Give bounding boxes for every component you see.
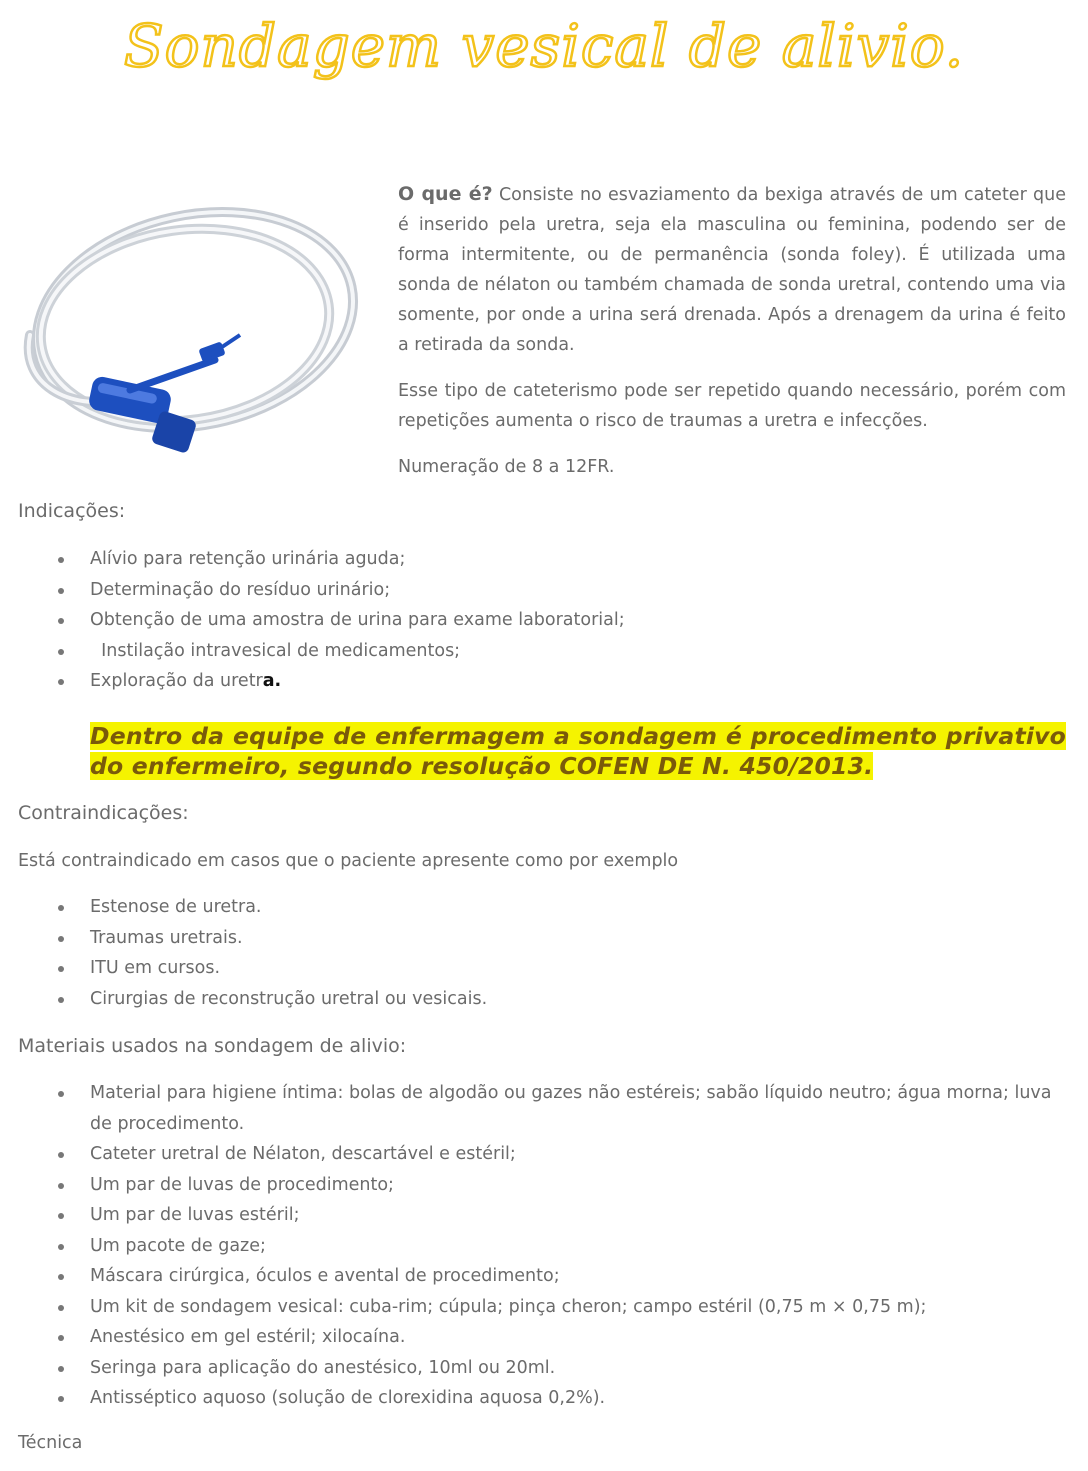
intro-text-1: Consiste no esvaziamento da bexiga através de um cateter que é inserido pela uretra, seja ela masculina ou feminina, podendo ser de forma intermitente, ou de permanência (sonda foley). É utilizada uma sonda de nélaton ou também chamada de sonda uretral, contendo uma via somente, por onde a urina será drenada. Após a drenagem da urina é feito a retirada da sonda.: [398, 185, 1066, 355]
list-item: Anestésico em gel estéril; xilocaína.: [0, 1322, 1066, 1353]
list-item: [0, 666, 625, 697]
intro-paragraph-3: Numeração de 8 a 12FR.: [398, 457, 615, 477]
highlight-note: [90, 721, 1066, 781]
list-item: Antisséptico aquoso (solução de clorexidina aquosa 0,2%).: [0, 1383, 1066, 1414]
list-item-mark: a.: [262, 671, 282, 691]
list-item: Um kit de sondagem vesical: cuba-rim; cúpula; pinça cheron; campo estéril (0,75 m × 0,75 m);: [0, 1292, 1066, 1323]
list-item: Máscara cirúrgica, óculos e avental de procedimento;: [0, 1261, 1066, 1292]
list-item: Alívio para retenção urinária aguda;: [0, 544, 625, 575]
list-item: Cirurgias de reconstrução uretral ou vesicais.: [0, 984, 487, 1015]
list-item-text: Exploração da uretr: [90, 671, 263, 691]
contraindicacoes-heading: Contraindicações:: [18, 802, 189, 824]
nelaton-catheter-icon: [10, 185, 370, 485]
list-item: Estenose de uretra.: [0, 892, 487, 923]
list-item: Um par de luvas de procedimento;: [0, 1170, 1066, 1201]
indicacoes-list: [0, 544, 625, 697]
intro-section: [398, 179, 1066, 498]
materiais-heading: Materiais usados na sondagem de alivio:: [18, 1035, 407, 1057]
list-item: Determinação do resíduo urinário;: [0, 575, 625, 606]
list-item: Cateter uretral de Nélaton, descartável e estéril;: [0, 1139, 1066, 1170]
list-item: Obtenção de uma amostra de urina para exame laboratorial;: [0, 605, 625, 636]
highlight-text: Dentro da equipe de enfermagem a sondagem é procedimento privativo do enfermeiro, segundo resolução COFEN DE N. 450/2013.: [90, 722, 1066, 780]
list-item: Um par de luvas estéril;: [0, 1200, 1066, 1231]
intro-paragraph-2: Esse tipo de cateterismo pode ser repetido quando necessário, porém com repetições aumenta o risco de traumas a uretra e infecções.: [398, 381, 1066, 431]
list-item: Seringa para aplicação do anestésico, 10ml ou 20ml.: [0, 1353, 1066, 1384]
indicacoes-heading: Indicações:: [18, 500, 126, 522]
list-item: Material para higiene íntima: bolas de algodão ou gazes não estéreis; sabão líquido neutro; água morna; luva de procedimento.: [0, 1078, 1066, 1139]
list-item: Instilação intravesical de medicamentos;: [0, 636, 625, 667]
contraindicacoes-list: [0, 892, 487, 1014]
intro-paragraph-1: [398, 179, 1066, 360]
list-item: ITU em cursos.: [0, 953, 487, 984]
list-item: Traumas uretrais.: [0, 923, 487, 954]
tecnica-heading: Técnica: [18, 1433, 83, 1453]
contraindicacoes-intro: Está contraindicado em casos que o paciente apresente como por exemplo: [18, 851, 679, 871]
page-title: Sondagem vesical de alivio.: [123, 12, 965, 80]
materiais-list: [0, 1078, 1066, 1414]
intro-question-label: O que é?: [398, 183, 493, 205]
list-item: Um pacote de gaze;: [0, 1231, 1066, 1262]
